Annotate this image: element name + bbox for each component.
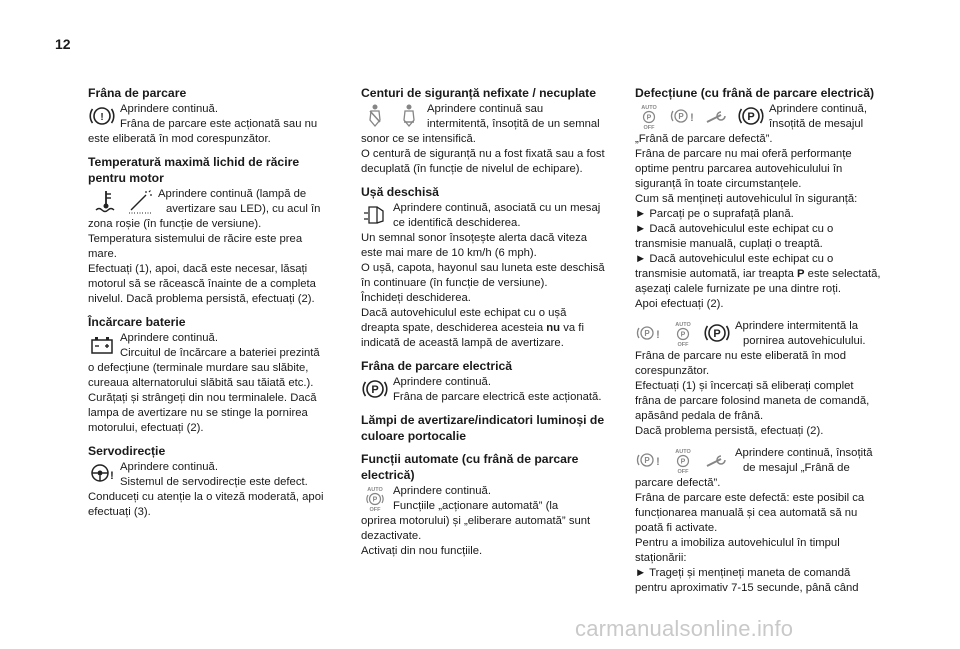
text-line: Temperatura sistemului de răcire este prea bbox=[88, 233, 303, 245]
text-line: pentru aproximativ 7-15 secunde, până când bbox=[635, 582, 859, 594]
parking-fault-icon bbox=[635, 319, 663, 347]
text-line: motorului, efectuați (2). bbox=[88, 422, 204, 434]
section-heading: Frâna de parcare electrică bbox=[361, 359, 513, 373]
svg-text:P: P bbox=[644, 456, 650, 465]
text-line: Aprindere continuă, însoțită bbox=[735, 447, 873, 459]
text-line: Cum să mențineți autovehiculul în siguranță: bbox=[635, 193, 858, 205]
auto-off-icon bbox=[669, 319, 697, 347]
svg-text:AUTO: AUTO bbox=[641, 105, 657, 111]
text-line: Aprindere continuă. bbox=[393, 376, 491, 388]
auto-off-icon bbox=[361, 484, 389, 512]
column-1 bbox=[88, 85, 330, 527]
text-line: este mai mare de 10 km/h (6 mph). bbox=[361, 247, 537, 259]
svg-text:AUTO: AUTO bbox=[367, 487, 383, 493]
text-line: Curățați și strângeți din nou terminalele. Dacă bbox=[88, 392, 317, 404]
text-line: Aprindere continuă, asociată cu un mesaj bbox=[393, 202, 601, 214]
text-line: Dacă problema persistă, efectuați (2). bbox=[635, 425, 824, 437]
text-line: Aprindere continuă sau bbox=[427, 103, 544, 115]
flashing-section bbox=[635, 319, 903, 439]
svg-text:OFF: OFF bbox=[677, 342, 689, 347]
text-line: Frâna de parcare nu mai oferă performanțe bbox=[635, 148, 852, 160]
section-heading: Centuri de siguranță nefixate / necuplate bbox=[361, 86, 597, 100]
text-line: pornirea autovehiculului. bbox=[743, 335, 866, 347]
section-heading: Lămpi de avertizare/indicatori luminoși de culoare portocalie bbox=[361, 413, 605, 443]
section-heading: Servodirecție bbox=[88, 444, 166, 458]
section-heading: Funcții automate (cu frână de parcare electrică) bbox=[361, 452, 579, 482]
coolant-temp-led-icon bbox=[126, 187, 154, 215]
text-line: frâna de parcare folosind maneta de comandă, bbox=[635, 395, 870, 407]
text-line: motorul să se răcească înainte de a completa bbox=[88, 278, 316, 290]
text-line: Apoi efectuați (2). bbox=[635, 298, 724, 310]
text-line: Pentru a imobiliza autovehiculul în timpul bbox=[635, 537, 840, 549]
text-line: transmisie manuală, cuplați o treaptă. bbox=[635, 238, 823, 250]
svg-text:AUTO: AUTO bbox=[675, 322, 691, 328]
text-line: în continuare (în funcție de versiune). bbox=[361, 277, 548, 289]
text-line: apăsând pedala de frână. bbox=[635, 410, 764, 422]
text-line: poată fi activate. bbox=[635, 522, 718, 534]
text-line: cureaua alternatorului slăbită sau tăiată etc.). bbox=[88, 377, 314, 389]
svg-text:OFF: OFF bbox=[369, 507, 381, 512]
text-line: ce identifică deschiderea. bbox=[393, 217, 521, 229]
text-line: ► Dacă autovehiculul este echipat cu o bbox=[635, 223, 834, 235]
text-line: ► Dacă autovehiculul este echipat cu o bbox=[635, 253, 834, 265]
orange-lamps-section bbox=[361, 412, 617, 444]
parking-fault-icon bbox=[669, 102, 697, 130]
parking-fault-icon bbox=[635, 446, 663, 474]
text-line: parcare defectă”. bbox=[635, 477, 721, 489]
text-line: sonor ce se intensifică. bbox=[361, 133, 476, 145]
svg-text:OFF: OFF bbox=[643, 125, 655, 130]
text-line: ► Trageți și mențineți maneta de comandă bbox=[635, 567, 851, 579]
section-heading: Defecțiune (cu frână de parcare electrică) bbox=[635, 86, 875, 100]
text-line: decuplată (în funcție de nivelul de echipare). bbox=[361, 163, 583, 175]
svg-text:P: P bbox=[372, 496, 378, 504]
text-line: Efectuați (1) și încercați să eliberați complet bbox=[635, 380, 854, 392]
text-line: dezactivate. bbox=[361, 530, 422, 542]
battery-section bbox=[88, 314, 330, 436]
text-line: Frâna de parcare nu este eliberată în mod bbox=[635, 350, 847, 362]
text-line: O ușă, capota, hayonul sau luneta este deschisă bbox=[361, 262, 605, 274]
text-line: Activați din nou funcțiile. bbox=[361, 545, 483, 557]
epb-fault-section bbox=[635, 85, 903, 312]
svg-text:!: ! bbox=[690, 112, 694, 124]
wrench-icon bbox=[703, 102, 731, 130]
text-line: Frâna de parcare este defectă: este posibil ca bbox=[635, 492, 865, 504]
text-line: Un semnal sonor însoțește alerta dacă viteza bbox=[361, 232, 588, 244]
electric-parking-brake-icon bbox=[361, 375, 389, 403]
text-line: Aprindere continuă (lampă de bbox=[158, 188, 307, 200]
text-line: ► Parcați pe o suprafață plană. bbox=[635, 208, 794, 220]
text-line: Dacă autovehiculul este echipat cu o ușă bbox=[361, 307, 567, 319]
text-line: lampa de avertizare nu se stinge la pornirea bbox=[88, 407, 308, 419]
electric-parking-brake-icon bbox=[737, 102, 765, 130]
text-line: staționării: bbox=[635, 552, 687, 564]
svg-text:P: P bbox=[371, 384, 379, 396]
text-line: siguranță în toate circumstanțele. bbox=[635, 178, 802, 190]
text-line: nivelul. Dacă problema persistă, efectuați (2). bbox=[88, 293, 315, 305]
text-line: Aprindere continuă, bbox=[769, 103, 867, 115]
text-line: însoțită de mesajul bbox=[769, 118, 864, 130]
door-open-icon bbox=[361, 201, 389, 229]
wrench-icon bbox=[703, 446, 731, 474]
battery-icon bbox=[88, 331, 116, 359]
text-line: așezați calele furnizate pe una dintre roți. bbox=[635, 283, 841, 295]
text-line: optime pentru parcarea autovehiculului în bbox=[635, 163, 843, 175]
text-line: o defecțiune (terminale murdare sau slăbite, bbox=[88, 362, 309, 374]
svg-text:!: ! bbox=[100, 112, 104, 123]
text-line: transmisie automată, iar treapta P este selectată, bbox=[635, 268, 881, 280]
coolant-temp-icon bbox=[92, 187, 120, 215]
text-line: Aprindere intermitentă la bbox=[735, 320, 859, 332]
text-line: este eliberată în mod corespunzător. bbox=[88, 133, 271, 145]
text-line: intermitentă, însoțită de un semnal bbox=[427, 118, 600, 130]
column-2 bbox=[361, 85, 617, 566]
text-line: de mesajul „Frână de bbox=[743, 462, 850, 474]
defect-section bbox=[635, 446, 903, 596]
text-line: Funcțiile „acționare automată” (la bbox=[393, 500, 559, 512]
auto-off-icon bbox=[669, 446, 697, 474]
text-line: zona roșie (în funcție de versiune). bbox=[88, 218, 262, 230]
text-line: Circuitul de încărcare a bateriei prezintă bbox=[120, 347, 320, 359]
electric-parking-brake-section bbox=[361, 358, 617, 405]
text-line: Închideți deschiderea. bbox=[361, 292, 471, 304]
text-line: dreapta spate, deschiderea acesteia nu va fi bbox=[361, 322, 584, 334]
text-line: Aprindere continuă. bbox=[120, 461, 218, 473]
svg-text:OFF: OFF bbox=[677, 469, 689, 474]
svg-text:!: ! bbox=[656, 329, 660, 341]
auto-functions-section bbox=[361, 451, 617, 559]
seatbelt-front-icon bbox=[361, 102, 389, 130]
text-line: Frâna de parcare este acționată sau nu bbox=[120, 118, 318, 130]
parking-brake-icon bbox=[88, 102, 116, 130]
svg-text:AUTO: AUTO bbox=[675, 449, 691, 455]
section-heading: Frâna de parcare bbox=[88, 86, 187, 100]
text-line: Sistemul de servodirecție este defect. bbox=[120, 476, 308, 488]
seatbelt-rear-icon bbox=[395, 102, 423, 130]
text-line: „Frână de parcare defectă”. bbox=[635, 133, 773, 145]
svg-text:P: P bbox=[747, 111, 755, 123]
coolant-section bbox=[88, 154, 330, 307]
page-number: 12 bbox=[55, 36, 71, 52]
text-line: Frâna de parcare electrică este acționată. bbox=[393, 391, 602, 403]
watermark: carmanualsonline.info bbox=[575, 616, 794, 641]
text-line: corespunzător. bbox=[635, 365, 710, 377]
section-heading: Temperatură maximă lichid de răcire pentru motor bbox=[88, 155, 300, 185]
auto-off-icon bbox=[635, 102, 663, 130]
seatbelt-section bbox=[361, 85, 617, 177]
text-line: Aprindere continuă. bbox=[393, 485, 491, 497]
parking-brake-section bbox=[88, 85, 330, 147]
section-heading: Încărcare baterie bbox=[88, 315, 186, 329]
power-steering-icon bbox=[88, 460, 116, 488]
svg-text:P: P bbox=[680, 331, 686, 339]
power-steering-section bbox=[88, 443, 330, 520]
svg-text:P: P bbox=[713, 328, 721, 340]
text-line: indicată de această lampă de avertizare. bbox=[361, 337, 564, 349]
text-line: avertizare sau LED), cu acul în bbox=[166, 203, 321, 215]
text-line: O centură de siguranță nu a fost fixată sau a fost bbox=[361, 148, 605, 160]
text-line: Efectuați (1), apoi, dacă este necesar, lăsați bbox=[88, 263, 308, 275]
svg-text:!: ! bbox=[110, 470, 114, 482]
svg-text:P: P bbox=[644, 329, 650, 338]
svg-text:!: ! bbox=[656, 456, 660, 468]
text-line: Aprindere continuă. bbox=[120, 332, 218, 344]
svg-text:P: P bbox=[646, 114, 652, 122]
door-open-section bbox=[361, 184, 617, 351]
svg-text:P: P bbox=[680, 458, 686, 466]
text-line: efectuați (3). bbox=[88, 506, 151, 518]
text-line: funcționarea manuală și cea automată să nu bbox=[635, 507, 858, 519]
column-3 bbox=[635, 85, 903, 603]
text-line: Aprindere continuă. bbox=[120, 103, 218, 115]
text-line: mare. bbox=[88, 248, 117, 260]
text-line: Conduceți cu atenție la o viteză moderată, apoi bbox=[88, 491, 324, 503]
electric-parking-brake-icon bbox=[703, 319, 731, 347]
section-heading: Ușă deschisă bbox=[361, 185, 439, 199]
svg-text:P: P bbox=[678, 112, 684, 121]
text-line: oprirea motorului) și „eliberare automată” sunt bbox=[361, 515, 591, 527]
